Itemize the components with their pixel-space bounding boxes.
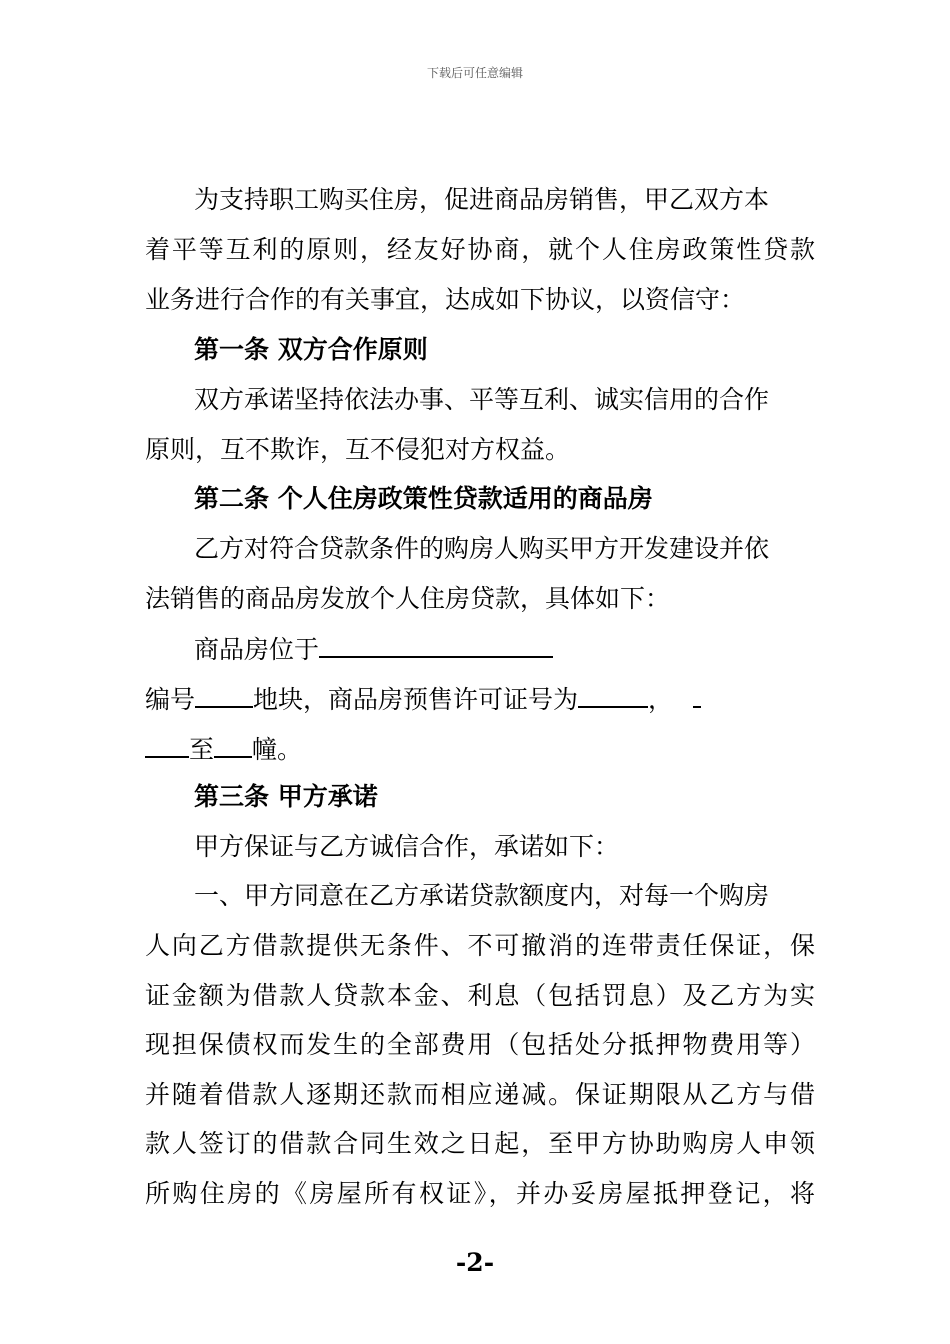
building-fill-line xyxy=(145,728,815,768)
paragraph-line: 着平等互利的原则，经友好协商，就个人住房政策性贷款 xyxy=(145,235,815,264)
location-fill-line xyxy=(194,628,815,668)
from-blank xyxy=(145,728,189,758)
comma: ， xyxy=(648,685,674,714)
plot-label: 地块，商品房预售许可证号为 xyxy=(253,685,579,714)
building-label: 幢。 xyxy=(252,735,303,764)
to-label: 至 xyxy=(189,735,215,764)
number-fill-line xyxy=(145,678,815,718)
paragraph-line: 现担保债权而发生的全部费用（包括处分抵押物费用等） xyxy=(145,1030,815,1059)
to-blank xyxy=(214,728,252,758)
permit-blank xyxy=(578,678,648,708)
paragraph-line: 款人签订的借款合同生效之日起，至甲方协助购房人申领 xyxy=(145,1129,815,1158)
paragraph-line: 乙方对符合贷款条件的购房人购买甲方开发建设并依 xyxy=(194,534,770,563)
article-1-heading: 第一条 双方合作原则 xyxy=(194,335,428,364)
number-blank xyxy=(195,678,253,708)
number-label: 编号 xyxy=(145,685,196,714)
paragraph-line: 法销售的商品房发放个人住房贷款，具体如下： xyxy=(145,584,671,613)
paragraph-line: 证金额为借款人贷款本金、利息（包括罚息）及乙方为实 xyxy=(145,981,815,1010)
paragraph-line: 为支持职工购买住房，促进商品房销售，甲乙双方本 xyxy=(194,185,770,214)
paragraph-line: 原则，互不欺诈，互不侵犯对方权益。 xyxy=(145,435,571,464)
paragraph-line: 一、甲方同意在乙方承诺贷款额度内，对每一个购房 xyxy=(194,881,770,910)
page-number: -2- xyxy=(455,1248,495,1277)
paragraph-line: 所购住房的《房屋所有权证》，并办妥房屋抵押登记，将 xyxy=(145,1179,815,1208)
paragraph-line: 人向乙方借款提供无条件、不可撤消的连带责任保证，保 xyxy=(145,931,815,960)
location-label: 商品房位于 xyxy=(194,635,320,664)
paragraph-line: 甲方保证与乙方诚信合作，承诺如下： xyxy=(194,832,620,861)
paragraph-line: 业务进行合作的有关事宜，达成如下协议，以资信守： xyxy=(145,285,746,314)
page-header-note: 下载后可任意编辑 xyxy=(426,66,523,80)
location-blank xyxy=(319,628,553,658)
paragraph-line: 双方承诺坚持依法办事、平等互利、诚实信用的合作 xyxy=(194,385,770,414)
paragraph-line: 并随着借款人逐期还款而相应递减。保证期限从乙方与借 xyxy=(145,1080,815,1109)
trailing-blank xyxy=(693,678,701,708)
article-2-heading: 第二条 个人住房政策性贷款适用的商品房 xyxy=(194,484,653,513)
article-3-heading: 第三条 甲方承诺 xyxy=(194,782,378,811)
